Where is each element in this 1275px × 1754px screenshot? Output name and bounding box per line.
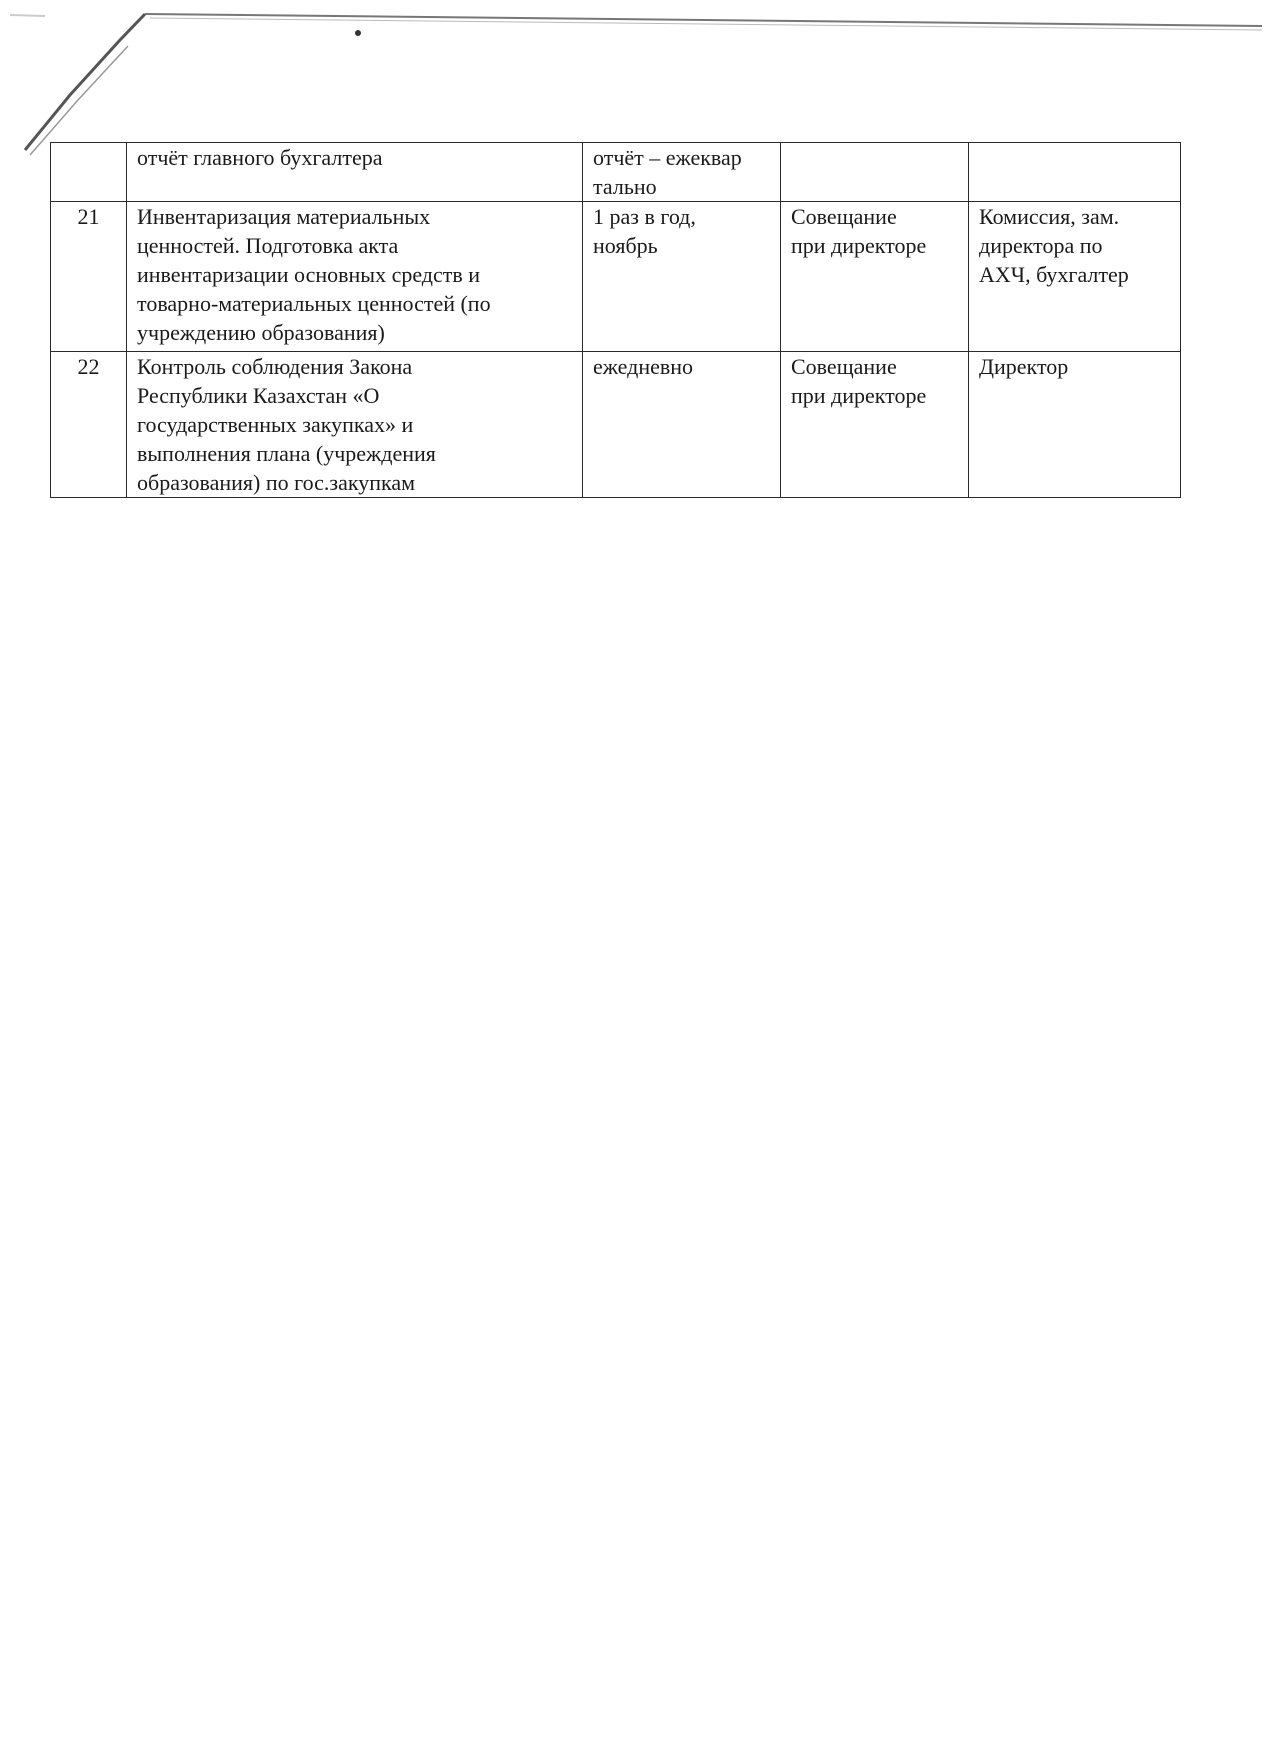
period-cell: 1 раз в год, ноябрь	[583, 202, 781, 352]
responsible-cell	[969, 143, 1181, 202]
venue-cell: Совещание при директоре	[781, 352, 969, 498]
responsible-cell: Комиссия, зам. директора по АХЧ, бухгалтер	[969, 202, 1181, 352]
period-cell: ежедневно	[583, 352, 781, 498]
row-number: 21	[51, 202, 127, 352]
table-row	[51, 143, 1181, 202]
row-number: 22	[51, 352, 127, 498]
task-cell: Контроль соблюдения Закона Республики Казахстан «О государственных закупках» и выполнения плана (учреждения образования) по гос.закупкам	[127, 352, 583, 498]
plan-table	[50, 142, 1181, 498]
venue-cell: Совещание при директоре	[781, 202, 969, 352]
period-cell: отчёт – ежеквар тально	[583, 143, 781, 202]
responsible-cell: Директор	[969, 352, 1181, 498]
table-row	[51, 352, 1181, 498]
row-number	[51, 143, 127, 202]
venue-cell	[781, 143, 969, 202]
task-cell: отчёт главного бухгалтера	[127, 143, 583, 202]
table-row	[51, 202, 1181, 352]
task-cell: Инвентаризация материальных ценностей. Подготовка акта инвентаризации основных средств и товарно-материальных ценностей (по учреждению образования)	[127, 202, 583, 352]
